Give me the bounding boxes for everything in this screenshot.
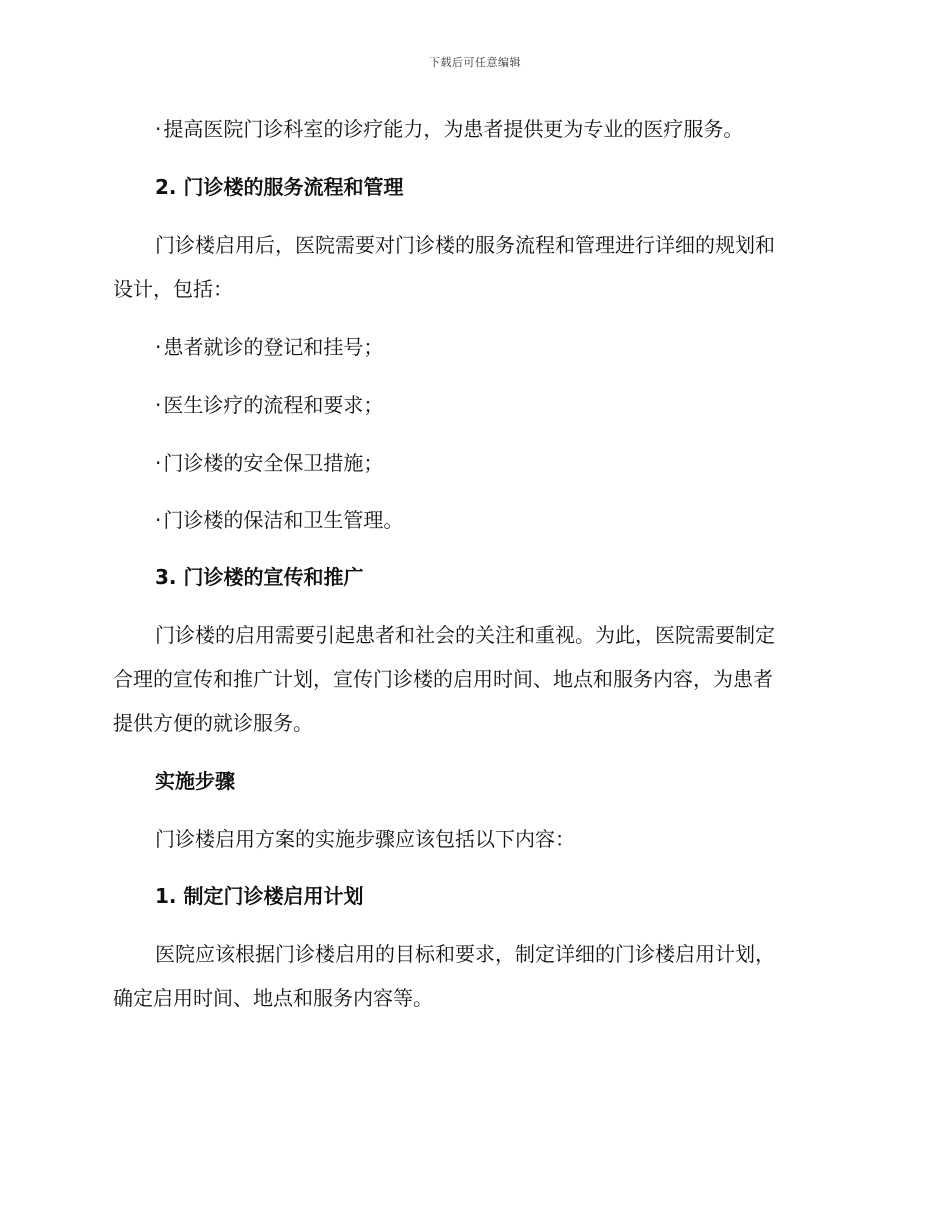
bullet-item [155, 450, 383, 476]
section-heading: 实施步骤 [155, 769, 235, 793]
paragraph-line: 医院应该根据门诊楼启用的目标和要求，制定详细的门诊楼启用计划， [155, 942, 775, 966]
bullet-marker: · [155, 451, 162, 475]
bullet-marker: · [155, 393, 162, 417]
page-header: 下载后可任意编辑 [429, 56, 521, 69]
bullet-text: 患者就诊的登记和挂号； [163, 335, 384, 359]
paragraph-line: 确定启用时间、地点和服务内容等。 [113, 986, 433, 1010]
bullet-marker: · [155, 117, 162, 141]
bullet-text: 医生诊疗的流程和要求； [163, 393, 384, 417]
bullet-marker: · [155, 335, 162, 359]
bullet-marker: · [155, 508, 162, 532]
bullet-text: 门诊楼的安全保卫措施； [163, 451, 384, 475]
paragraph-line: 设计，包括： [113, 277, 233, 301]
paragraph-line: 门诊楼启用方案的实施步骤应该包括以下内容： [155, 827, 575, 851]
paragraph-line: 合理的宣传和推广计划，宣传门诊楼的启用时间、地点和服务内容，为患者 [113, 667, 773, 691]
bullet-text: 门诊楼的保洁和卫生管理。 [163, 508, 404, 532]
bullet-item [155, 334, 383, 360]
section-heading: 1. 制定门诊楼启用计划 [155, 884, 364, 908]
bullet-text: 提高医院门诊科室的诊疗能力，为患者提供更为专业的医疗服务。 [163, 117, 744, 141]
bullet-item [155, 507, 403, 533]
bullet-item [155, 116, 743, 142]
section-heading: 2. 门诊楼的服务流程和管理 [155, 175, 404, 199]
section-heading: 3. 门诊楼的宣传和推广 [155, 565, 364, 589]
paragraph-line: 门诊楼的启用需要引起患者和社会的关注和重视。为此，医院需要制定 [155, 623, 775, 647]
paragraph-line: 提供方便的就诊服务。 [113, 711, 313, 735]
bullet-item [155, 392, 383, 418]
paragraph-line: 门诊楼启用后，医院需要对门诊楼的服务流程和管理进行详细的规划和 [155, 233, 775, 257]
